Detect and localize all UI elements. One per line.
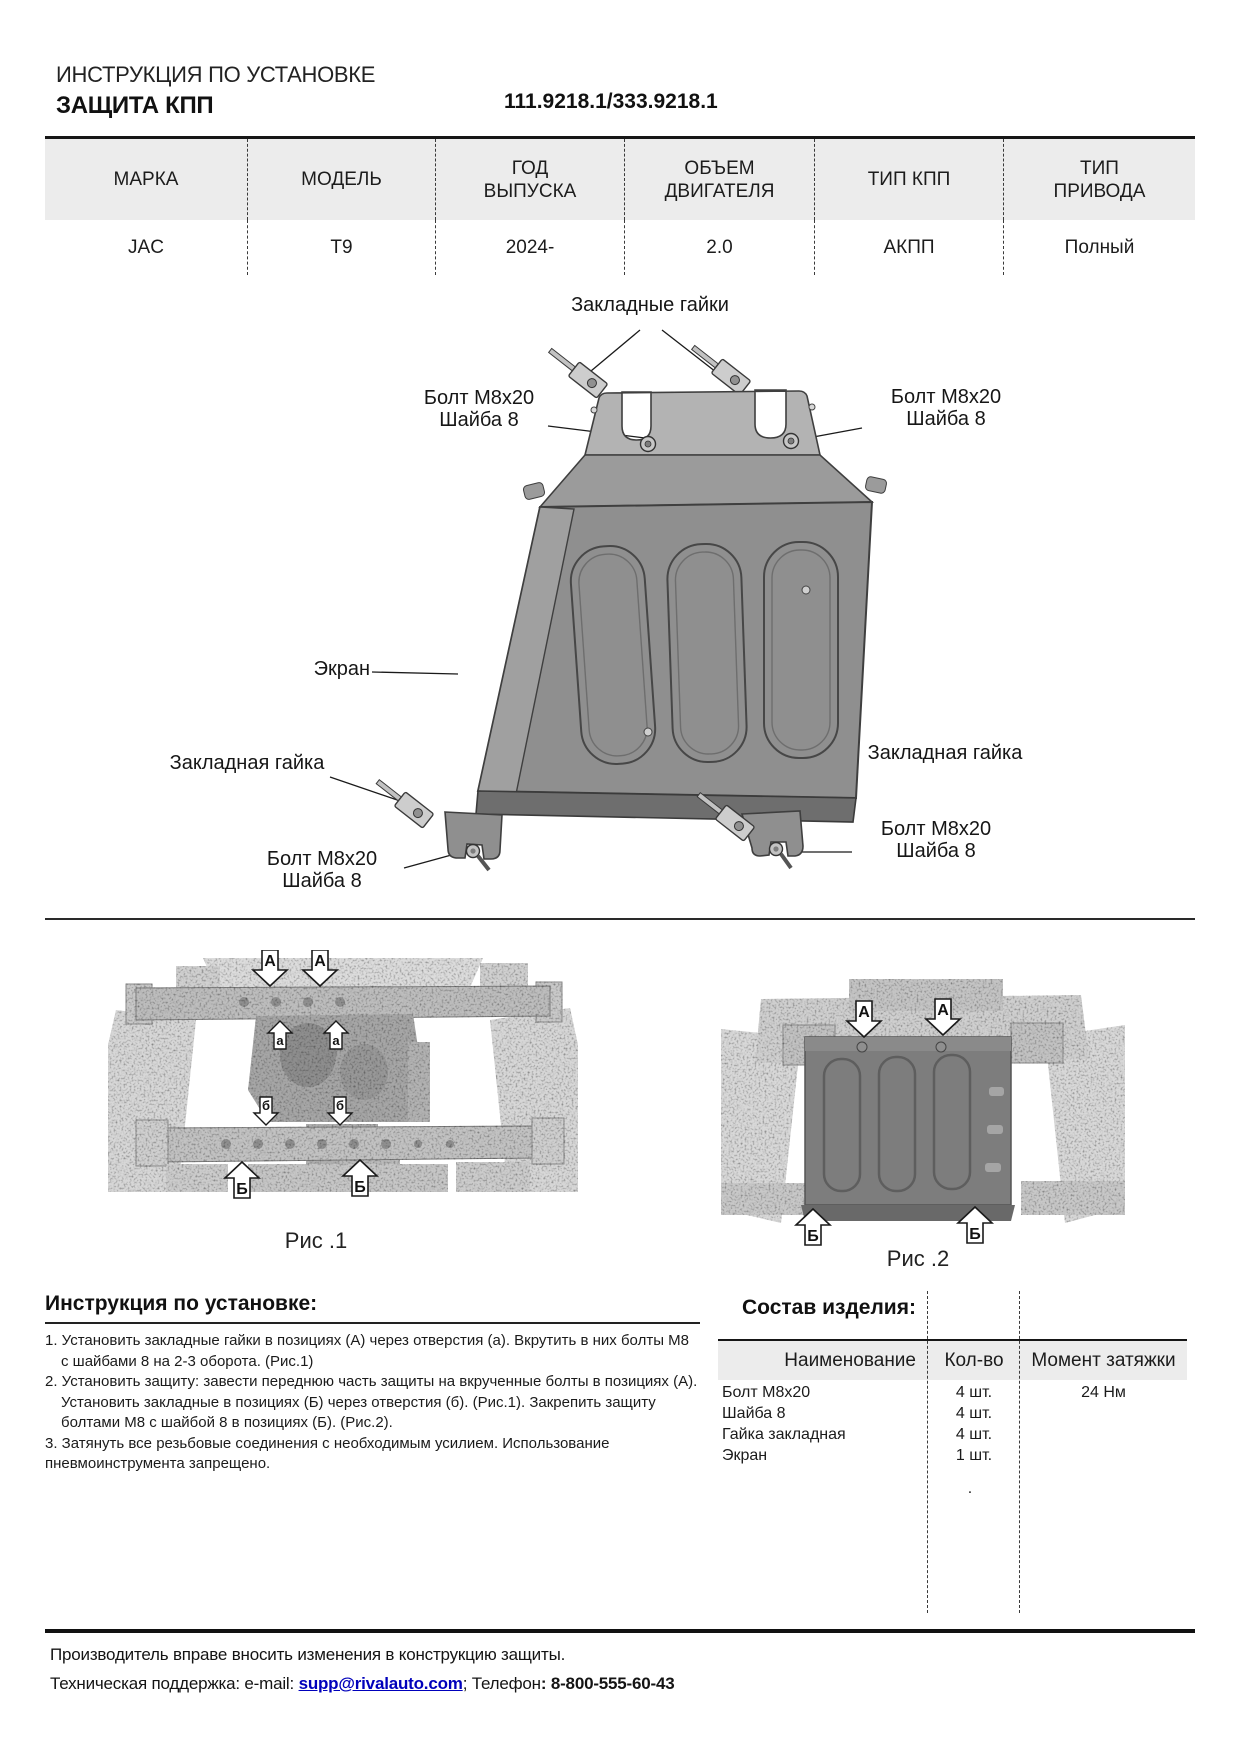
part-row-torque (1020, 1422, 1187, 1443)
svg-text:б: б (335, 1098, 345, 1113)
part-row-qty: 4 шт. (955, 1426, 993, 1443)
svg-text:а: а (276, 1033, 284, 1048)
footer-rule (45, 1629, 1195, 1633)
parts-col-name: Наименование (718, 1341, 928, 1380)
side-tab-left (523, 482, 546, 500)
footer-disclaimer: Производитель вправе вносить изменения в конструкцию защиты. (50, 1645, 566, 1664)
spec-value-year: 2024- (436, 220, 625, 275)
spec-value-drive: Полный (1064, 236, 1135, 258)
plate-shoulder (540, 455, 872, 507)
figure-2-photo (721, 959, 1125, 1259)
skid-plate-diagram (0, 250, 1241, 930)
callout-nut-left: Закладная гайка (169, 752, 325, 774)
installation-instructions (45, 1292, 700, 1475)
callout-bolt-top-left: Болт М8х20 Шайба 8 (423, 387, 535, 431)
part-row-name: Болт М8х20 (722, 1384, 811, 1401)
footer-support (50, 1674, 675, 1694)
part-row-name: Экран (722, 1447, 768, 1464)
spec-header-drive: ТИП ПРИВОДА (1004, 139, 1195, 220)
installed-plate (801, 1037, 1015, 1221)
callout-bolt-bottom-right: Болт М8х20 Шайба 8 (880, 818, 992, 862)
step-1-line-2: с шайбами 8 на 2-3 оборота. (Рис.1) (61, 1352, 314, 1370)
parts-col-qty: Кол-во (928, 1341, 1020, 1380)
flange-hole-left (591, 407, 597, 413)
phone-number: : 8-800-555-60-43 (540, 1674, 675, 1693)
section-divider (45, 918, 1195, 920)
spec-header-engine: ОБЪЕМ ДВИГАТЕЛЯ (625, 139, 815, 220)
callout-screen: Экран (313, 658, 370, 680)
part-row-qty: 4 шт. (955, 1405, 993, 1422)
spec-value-marka: JAC (45, 220, 248, 275)
embedded-nut-bottom-left (372, 775, 434, 829)
callout-bolt-top-right: Болт М8х20 Шайба 8 (890, 386, 1002, 430)
flange-hole-right (809, 404, 815, 410)
svg-text:Б: Б (807, 1228, 819, 1245)
part-row-qty: 1 шт. (955, 1447, 993, 1464)
step-2-line-2: Установить закладные в позициях (Б) через отверстия (б). (Рис.1). Закрепить защиту (61, 1393, 656, 1411)
part-row-torque: 24 Нм (1081, 1384, 1126, 1401)
figure-2-caption: Рис .2 (886, 1246, 950, 1271)
svg-text:А: А (937, 1002, 949, 1019)
step-3-line-1: 3. Затянуть все резьбовые соединения с необходимым усилием. Использование (45, 1434, 610, 1452)
figure-1-caption: Рис .1 (284, 1228, 348, 1253)
step-3-line-2: пневмоинструмента запрещено. (45, 1455, 271, 1472)
part-row-name: Шайба 8 (722, 1405, 786, 1422)
doc-title-line1: ИНСТРУКЦИЯ ПО УСТАНОВКЕ (56, 62, 376, 87)
spec-value-gearbox: АКПП (815, 220, 1004, 275)
part-row-qty: 4 шт. (955, 1384, 993, 1401)
svg-text:Б: Б (236, 1181, 248, 1198)
spec-header-year: ГОД ВЫПУСКА (436, 139, 625, 220)
parts-divider-dashed-left (927, 1291, 928, 1613)
doc-title-line2: ЗАЩИТА КПП (56, 92, 214, 119)
svg-text:Б: Б (354, 1179, 366, 1196)
support-label: Техническая поддержка: e-mail: (50, 1674, 299, 1693)
callout-embedded-nuts: Закладные гайки (571, 294, 729, 316)
embedded-nut-top-left (545, 343, 608, 398)
embedded-nut-top-right (688, 340, 751, 395)
svg-text:Б: Б (969, 1226, 981, 1243)
svg-text:А: А (314, 953, 326, 970)
parts-table (718, 1339, 1187, 1464)
svg-text:А: А (264, 953, 276, 970)
step-2-line-1: 2. Установить защиту: завести переднюю часть защиты на вкрученные болты в позициях (А). (45, 1373, 698, 1390)
callout-nut-right: Закладная гайка (867, 742, 1023, 764)
part-row-torque (1020, 1443, 1187, 1464)
spec-value-engine: 2.0 (625, 220, 815, 275)
instructions-heading: Инструкция по установке: (45, 1292, 318, 1315)
part-row-torque (1020, 1401, 1187, 1422)
svg-text:а: а (332, 1033, 340, 1048)
svg-text:б: б (261, 1098, 271, 1113)
spec-header-marka: МАРКА (45, 139, 248, 220)
instructions-rule (45, 1322, 700, 1324)
spec-header-gearbox: ТИП КПП (815, 139, 1004, 220)
parts-divider-dashed-right (1019, 1291, 1020, 1613)
plate-ribs (568, 542, 838, 766)
spec-value-model: T9 (248, 220, 436, 275)
part-number: 111.9218.1/333.9218.1 (504, 90, 718, 113)
part-row-name: Гайка закладная (722, 1426, 846, 1443)
side-tab-right (865, 476, 887, 494)
step-1-line-1: 1. Установить закладные гайки в позициях (А) через отверстия (а). Вкрутить в них болты М8 (45, 1332, 689, 1349)
parts-heading: Состав изделия: (742, 1296, 916, 1319)
parts-col-torque: Момент затяжки (1020, 1341, 1187, 1380)
callout-bolt-bottom-left: Болт М8х20 Шайба 8 (266, 848, 378, 892)
figure-1-photo (108, 950, 578, 1212)
undercarriage-photo (108, 958, 578, 1192)
leg-bolts (467, 843, 792, 871)
email-separator: ; (462, 1674, 472, 1693)
svg-text:А: А (858, 1004, 870, 1021)
spec-header-model: МОДЕЛЬ (248, 139, 436, 220)
step-2-line-3: болтами М8 с шайбой 8 в позициях (Б). (Рис.2). (61, 1414, 393, 1431)
stray-dot: . (967, 1480, 973, 1497)
phone-label: Телефон (471, 1674, 541, 1693)
support-email-link[interactable]: supp@rivalauto.com (298, 1674, 463, 1693)
